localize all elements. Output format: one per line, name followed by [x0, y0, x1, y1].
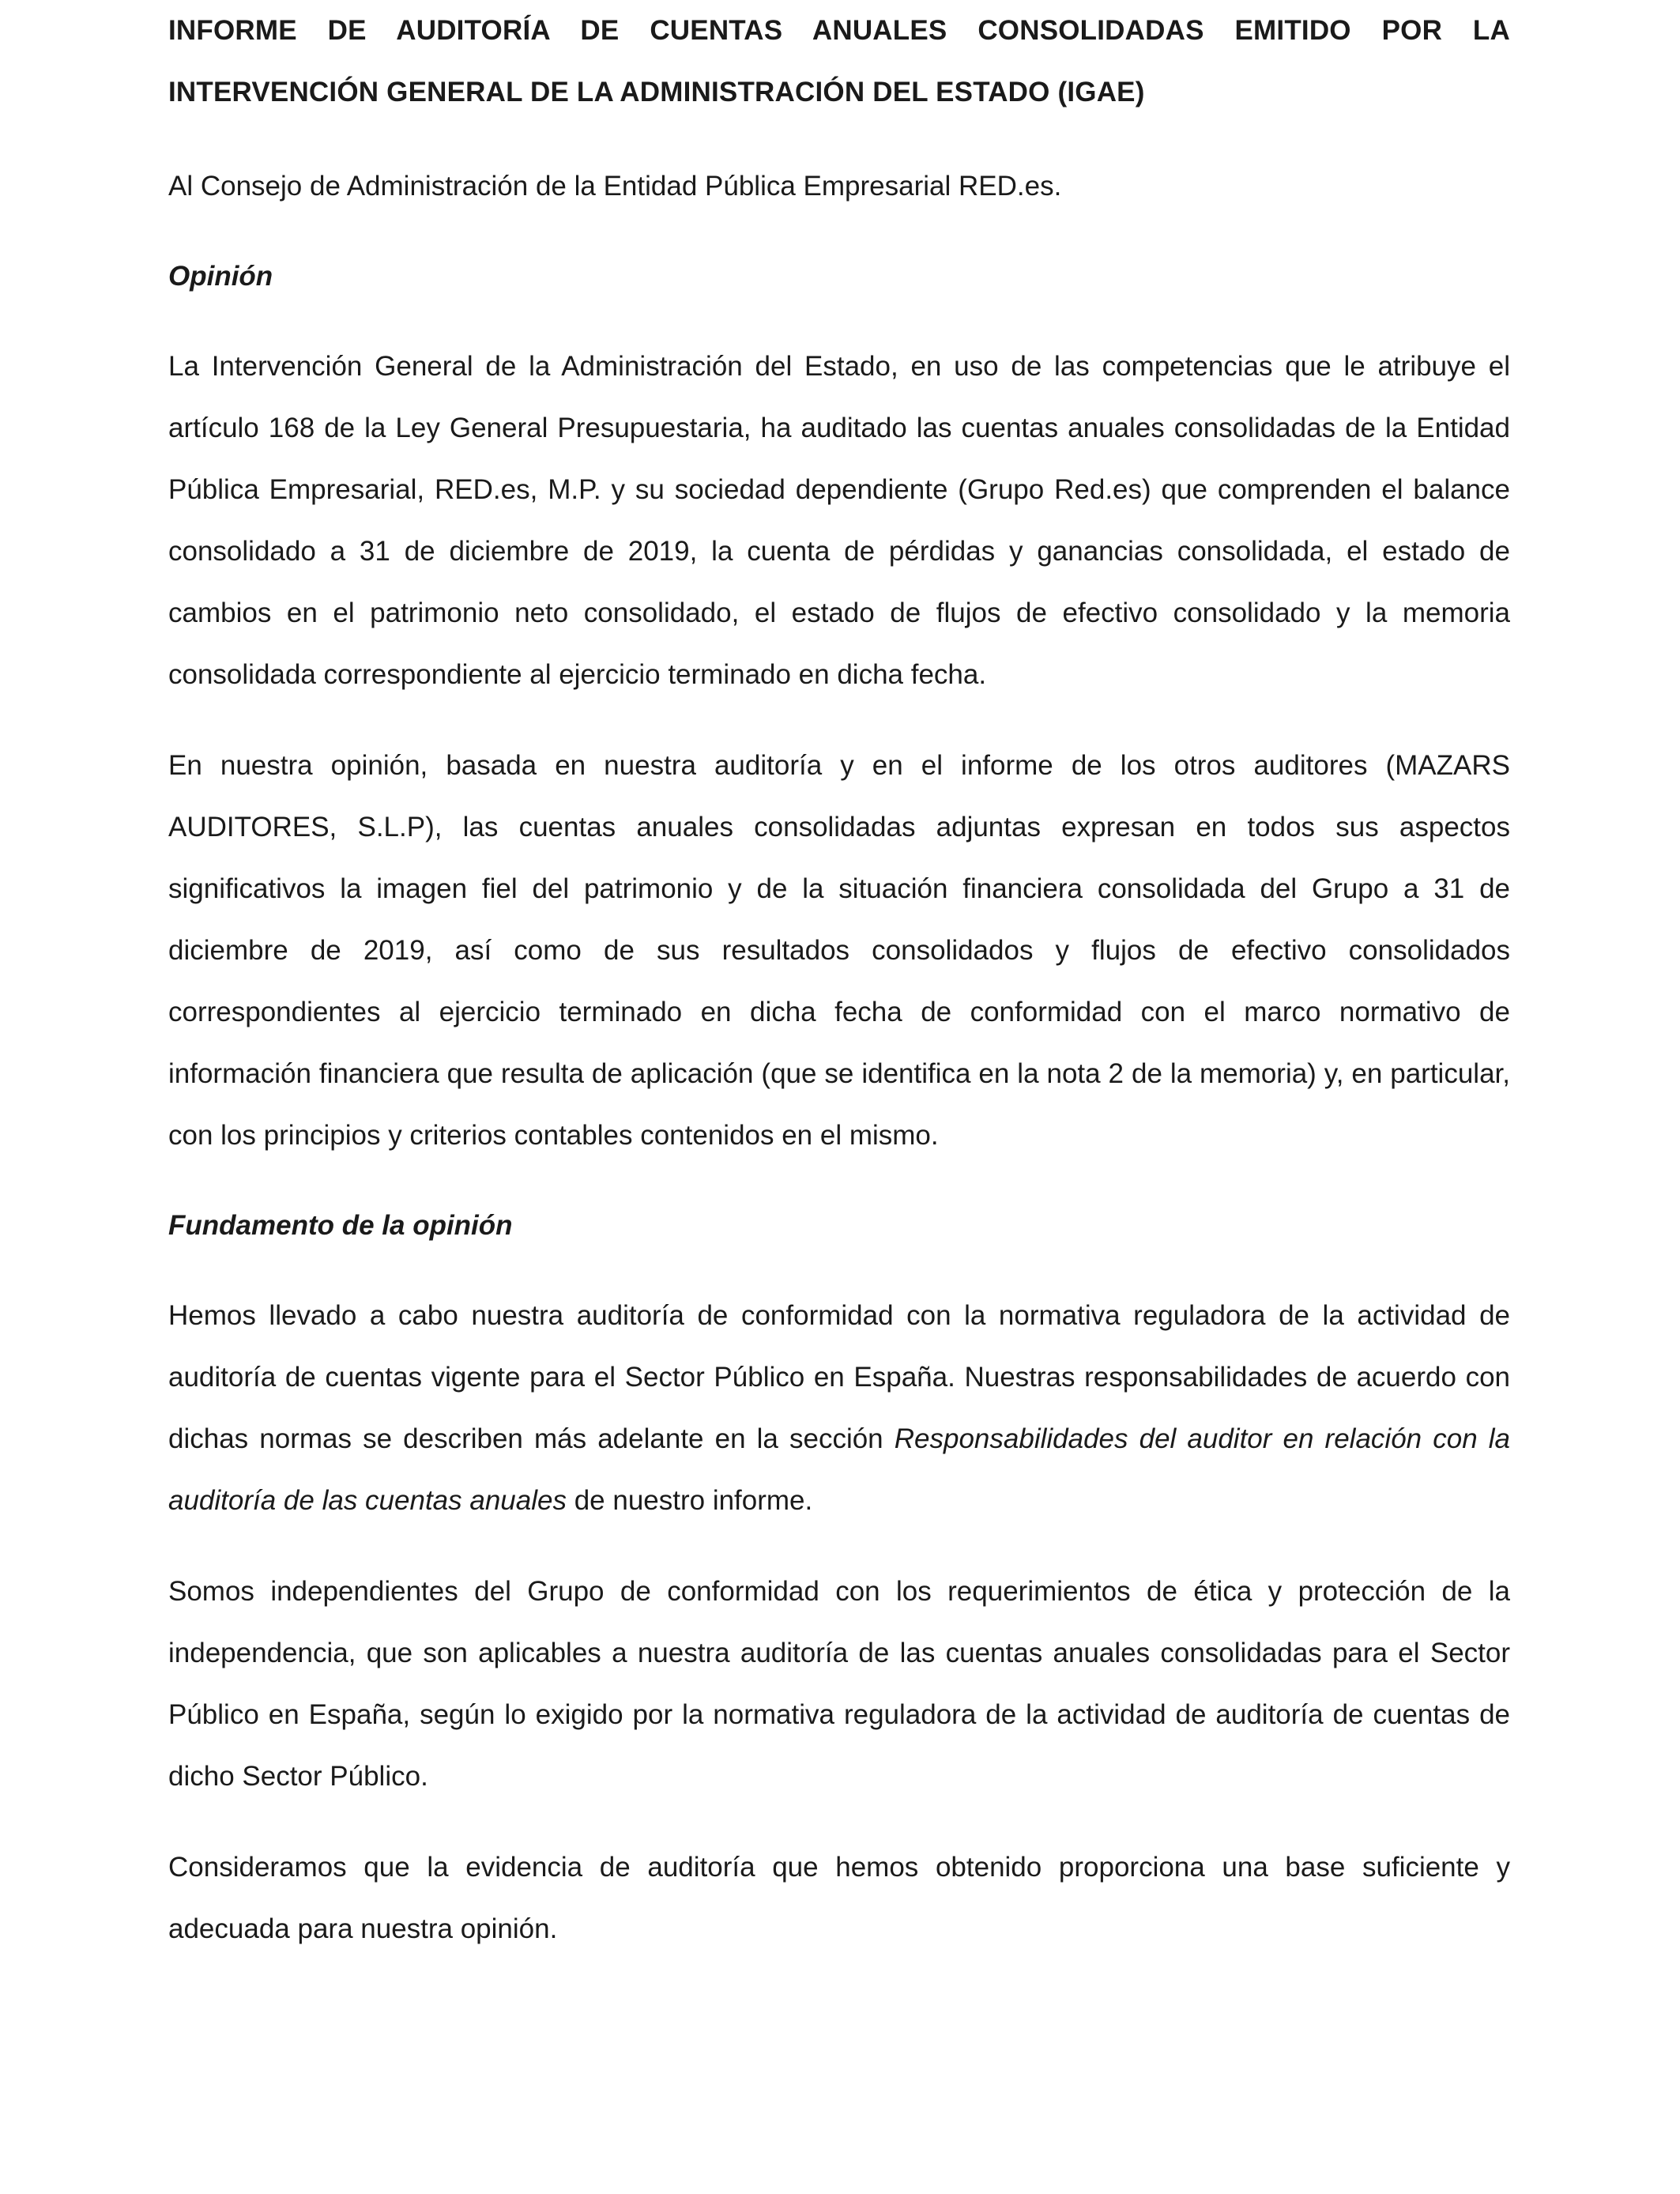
report-title-line-2: INTERVENCIÓN GENERAL DE LA ADMINISTRACIÓN DEL ESTADO (IGAE) — [168, 77, 1145, 107]
fundamento-paragraph-1 — [168, 1285, 1510, 1532]
fundamento-paragraph-1-text-b: de nuestro informe. — [566, 1485, 813, 1516]
section-heading-fundamento: Fundamento de la opinión — [168, 1210, 513, 1241]
fundamento-paragraph-1-italic: Responsabilidades del auditor en relación con la auditoría de las cuentas anuales — [168, 1423, 1510, 1516]
opinion-paragraph-2: En nuestra opinión, basada en nuestra auditoría y en el informe de los otros auditores (MAZARS AUDITORES, S.L.P), las cuentas anuales consolidadas adjuntas expresan en todos sus aspectos significativos la imagen fiel del patrimonio y de la situación financiera consolidada del Grupo a 31 de diciembre de 2019, así como de sus resultados consolidados y flujos de efectivo consolidados correspondientes al ejercicio terminado en dicha fecha de conformidad con el marco normativo de información financiera que resulta de aplicación (que se identifica en la nota 2 de la memoria) y, en particular, con los principios y criterios contables contenidos en el mismo. — [168, 750, 1510, 1151]
salutation: Al Consejo de Administración de la Entidad Pública Empresarial RED.es. — [168, 171, 1062, 202]
report-title-line-1: INFORME DE AUDITORÍA DE CUENTAS ANUALES CONSOLIDADAS EMITIDO POR LA — [168, 15, 1510, 46]
section-heading-opinion: Opinión — [168, 261, 273, 292]
fundamento-paragraph-2: Somos independientes del Grupo de conformidad con los requerimientos de ética y protección de la independencia, que son aplicables a nuestra auditoría de las cuentas anuales consolidadas para el Sector Público en España, según lo exigido por la normativa reguladora de la actividad de auditoría de cuentas de dicho Sector Público. — [168, 1576, 1510, 1792]
fundamento-paragraph-3: Consideramos que la evidencia de auditoría que hemos obtenido proporciona una base suficiente y adecuada para nuestra opinión. — [168, 1852, 1510, 1944]
document-page — [168, 0, 1510, 1960]
opinion-paragraph-1: La Intervención General de la Administración del Estado, en uso de las competencias que le atribuye el artículo 168 de la Ley General Presupuestaria, ha auditado las cuentas anuales consolidadas de la Entidad Pública Empresarial, RED.es, M.P. y su sociedad dependiente (Grupo Red.es) que comprenden el balance consolidado a 31 de diciembre de 2019, la cuenta de pérdidas y ganancias consolidada, el estado de cambios en el patrimonio neto consolidado, el estado de flujos de efectivo consolidado y la memoria consolidada correspondiente al ejercicio terminado en dicha fecha. — [168, 351, 1510, 690]
report-title — [168, 0, 1510, 123]
fundamento-paragraph-1-text-a: Hemos llevado a cabo nuestra auditoría de conformidad con la normativa reguladora de la actividad de auditoría de cuentas vigente para el Sector Público en España. Nuestras responsabilidades de acuerdo con dichas normas se describen más adelante en la sección — [168, 1300, 1510, 1454]
